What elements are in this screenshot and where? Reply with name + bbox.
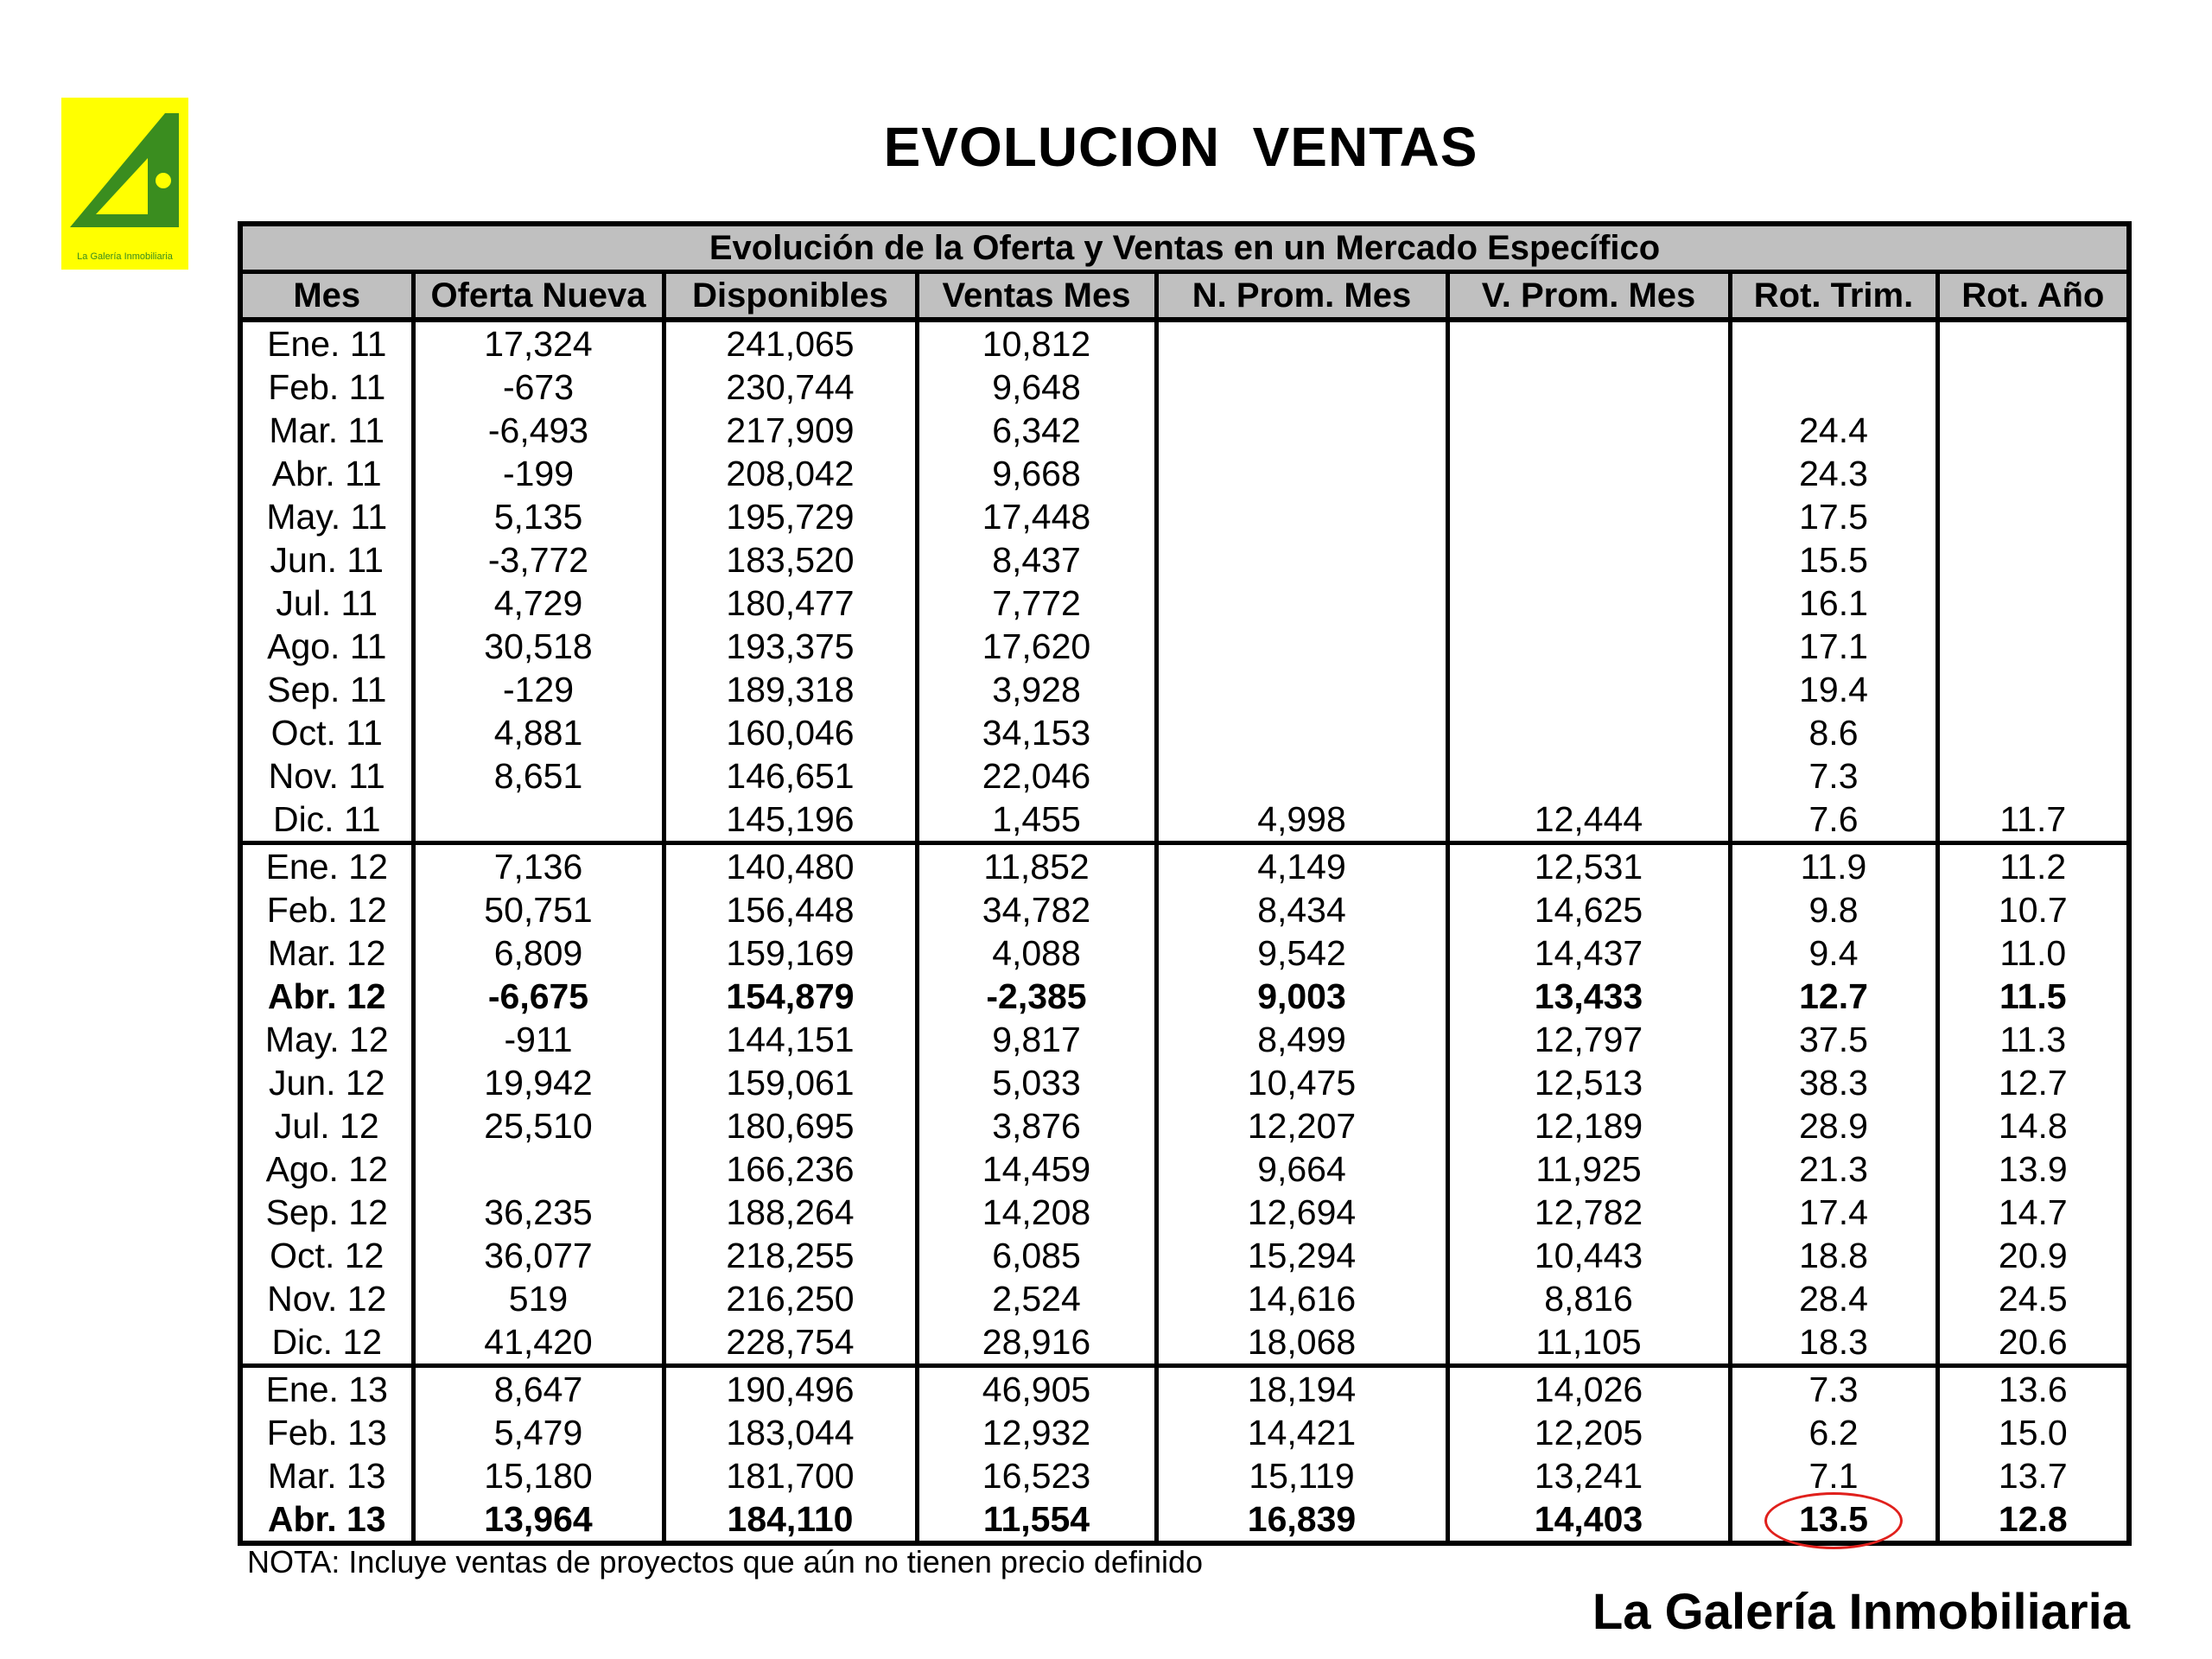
table-cell: 7.1 bbox=[1730, 1454, 1937, 1497]
table-cell: 5,135 bbox=[413, 495, 664, 538]
table-cell: 8.6 bbox=[1730, 711, 1937, 754]
table-cell bbox=[1156, 754, 1447, 798]
column-header: Rot. Trim. bbox=[1730, 272, 1937, 321]
month-cell: Abr. 11 bbox=[271, 454, 382, 493]
table-cell: 16,523 bbox=[917, 1454, 1156, 1497]
table-cell: 156,448 bbox=[664, 888, 917, 931]
table-cell: 180,477 bbox=[664, 582, 917, 625]
table-cell bbox=[1447, 495, 1730, 538]
table-row bbox=[240, 495, 2129, 538]
table-row bbox=[240, 1104, 2129, 1147]
table-cell: 24.4 bbox=[1730, 409, 1937, 452]
table-cell: 14,437 bbox=[1447, 931, 1730, 975]
table-cell bbox=[1447, 668, 1730, 711]
table-cell: 241,065 bbox=[664, 320, 917, 365]
table-cell: 183,044 bbox=[664, 1411, 917, 1454]
table-cell: 8,434 bbox=[1156, 888, 1447, 931]
footer-brand: La Galería Inmobiliaria bbox=[1592, 1584, 2130, 1640]
table-cell: 12.7 bbox=[1730, 975, 1937, 1018]
table-cell: 15.5 bbox=[1730, 538, 1937, 582]
table-cell: 11,925 bbox=[1447, 1147, 1730, 1191]
table-cell: 14.8 bbox=[1937, 1104, 2129, 1147]
table-cell bbox=[1156, 409, 1447, 452]
table-row bbox=[240, 754, 2129, 798]
table-row bbox=[240, 798, 2129, 843]
table-cell: 6,085 bbox=[917, 1234, 1156, 1277]
table-row bbox=[240, 1061, 2129, 1104]
year-group bbox=[240, 1366, 2129, 1544]
month-cell: Dic. 12 bbox=[271, 1322, 383, 1362]
table-cell: 4,149 bbox=[1156, 843, 1447, 889]
month-cell: Jun. 12 bbox=[269, 1063, 385, 1103]
table-cell: 195,729 bbox=[664, 495, 917, 538]
table-row bbox=[240, 409, 2129, 452]
table-cell: 10.7 bbox=[1937, 888, 2129, 931]
table-cell: 18,068 bbox=[1156, 1320, 1447, 1366]
table-cell: 189,318 bbox=[664, 668, 917, 711]
table-cell: 1,455 bbox=[917, 798, 1156, 843]
page-title: EVOLUCION VENTAS bbox=[883, 116, 1478, 178]
month-cell: Jul. 11 bbox=[276, 583, 378, 623]
column-header: V. Prom. Mes bbox=[1447, 272, 1730, 321]
table-cell bbox=[413, 798, 664, 843]
table-cell: 7,772 bbox=[917, 582, 1156, 625]
table-cell: 4,998 bbox=[1156, 798, 1447, 843]
footnote: NOTA: Incluye ventas de proyectos que aún no tienen precio definido bbox=[247, 1544, 1204, 1580]
table-cell: 34,153 bbox=[917, 711, 1156, 754]
table-cell: 188,264 bbox=[664, 1191, 917, 1234]
table-cell: 9,668 bbox=[917, 452, 1156, 495]
table-cell: 17,620 bbox=[917, 625, 1156, 668]
table-cell: 30,518 bbox=[413, 625, 664, 668]
table-row bbox=[240, 1147, 2129, 1191]
sales-table-container bbox=[238, 221, 2126, 1546]
table-cell: 183,520 bbox=[664, 538, 917, 582]
table-cell: 12,932 bbox=[917, 1411, 1156, 1454]
table-cell: 184,110 bbox=[664, 1497, 917, 1543]
table-row bbox=[240, 1366, 2129, 1412]
table-cell: 217,909 bbox=[664, 409, 917, 452]
table-cell bbox=[1447, 711, 1730, 754]
table-cell: 2,524 bbox=[917, 1277, 1156, 1320]
table-cell: 11.7 bbox=[1937, 798, 2129, 843]
table-cell: 16.1 bbox=[1730, 582, 1937, 625]
table-row bbox=[240, 320, 2129, 365]
table-cell: 166,236 bbox=[664, 1147, 917, 1191]
table-cell bbox=[1156, 365, 1447, 409]
table-cell: 9.4 bbox=[1730, 931, 1937, 975]
month-cell: Dic. 11 bbox=[272, 799, 381, 839]
table-cell bbox=[1156, 668, 1447, 711]
table-row bbox=[240, 1191, 2129, 1234]
month-cell: Ene. 13 bbox=[240, 1366, 413, 1412]
table-cell: 12,694 bbox=[1156, 1191, 1447, 1234]
table-cell: 36,077 bbox=[413, 1234, 664, 1277]
table-cell: 38.3 bbox=[1730, 1061, 1937, 1104]
table-cell: 7.3 bbox=[1730, 1366, 1937, 1412]
table-cell bbox=[1447, 538, 1730, 582]
table-cell: 6,809 bbox=[413, 931, 664, 975]
month-cell: Mar. 13 bbox=[267, 1456, 386, 1496]
table-cell: 14.7 bbox=[1937, 1191, 2129, 1234]
table-cell: 14,616 bbox=[1156, 1277, 1447, 1320]
table-cell: 24.5 bbox=[1937, 1277, 2129, 1320]
year-group bbox=[240, 320, 2129, 843]
table-cell: 13,241 bbox=[1447, 1454, 1730, 1497]
table-cell: 13.7 bbox=[1937, 1454, 2129, 1497]
table-cell: 37.5 bbox=[1730, 1018, 1937, 1061]
table-cell: -6,675 bbox=[413, 975, 664, 1018]
month-cell: Sep. 12 bbox=[265, 1192, 388, 1232]
table-cell bbox=[1447, 582, 1730, 625]
table-cell: 3,876 bbox=[917, 1104, 1156, 1147]
table-cell: 159,169 bbox=[664, 931, 917, 975]
highlighted-value: 13.5 bbox=[1799, 1499, 1868, 1539]
month-cell: Ene. 11 bbox=[267, 324, 387, 364]
table-cell: 146,651 bbox=[664, 754, 917, 798]
table-cell bbox=[1156, 495, 1447, 538]
table-cell: 28.9 bbox=[1730, 1104, 1937, 1147]
table-cell: 230,744 bbox=[664, 365, 917, 409]
table-cell: 8,647 bbox=[413, 1366, 664, 1412]
table-cell: -911 bbox=[413, 1018, 664, 1061]
table-cell: 190,496 bbox=[664, 1366, 917, 1412]
table-cell: 14,625 bbox=[1447, 888, 1730, 931]
table-cell: 140,480 bbox=[664, 843, 917, 889]
table-cell: 11,852 bbox=[917, 843, 1156, 889]
month-cell: Feb. 12 bbox=[266, 890, 387, 930]
table-cell: 12,207 bbox=[1156, 1104, 1447, 1147]
month-cell: Oct. 12 bbox=[270, 1236, 385, 1275]
table-cell: 216,250 bbox=[664, 1277, 917, 1320]
table-row bbox=[240, 1411, 2129, 1454]
table-cell: 15,180 bbox=[413, 1454, 664, 1497]
table-row bbox=[240, 538, 2129, 582]
column-header: Ventas Mes bbox=[917, 272, 1156, 321]
table-cell: 5,033 bbox=[917, 1061, 1156, 1104]
table-cell: 8,437 bbox=[917, 538, 1156, 582]
table-cell: 9,542 bbox=[1156, 931, 1447, 975]
table-cell: 144,151 bbox=[664, 1018, 917, 1061]
table-cell bbox=[1447, 365, 1730, 409]
table-row bbox=[240, 888, 2129, 931]
table-header-row bbox=[240, 272, 2129, 321]
column-header: N. Prom. Mes bbox=[1156, 272, 1447, 321]
table-cell bbox=[1937, 452, 2129, 495]
table-cell: 8,816 bbox=[1447, 1277, 1730, 1320]
table-row bbox=[240, 452, 2129, 495]
table-cell: 11.5 bbox=[1937, 975, 2129, 1018]
table-cell: 7,136 bbox=[413, 843, 664, 889]
table-cell: 34,782 bbox=[917, 888, 1156, 931]
table-cell: 28,916 bbox=[917, 1320, 1156, 1366]
month-cell: Mar. 11 bbox=[269, 410, 385, 450]
month-cell: Jul. 12 bbox=[274, 1106, 379, 1146]
table-cell: 15,119 bbox=[1156, 1454, 1447, 1497]
month-cell: Feb. 11 bbox=[268, 367, 386, 407]
table-row bbox=[240, 1234, 2129, 1277]
table-cell: -199 bbox=[413, 452, 664, 495]
table-cell: 19.4 bbox=[1730, 668, 1937, 711]
month-cell: Oct. 11 bbox=[270, 713, 383, 753]
table-cell: 11.0 bbox=[1937, 931, 2129, 975]
sales-table bbox=[238, 221, 2132, 1546]
table-cell: 3,928 bbox=[917, 668, 1156, 711]
table-cell: 160,046 bbox=[664, 711, 917, 754]
table-cell: 228,754 bbox=[664, 1320, 917, 1366]
table-cell: -129 bbox=[413, 668, 664, 711]
table-cell bbox=[1156, 320, 1447, 365]
table-cell: 8,499 bbox=[1156, 1018, 1447, 1061]
column-header: Rot. Año bbox=[1937, 272, 2129, 321]
table-cell: 17.4 bbox=[1730, 1191, 1937, 1234]
table-cell: 180,695 bbox=[664, 1104, 917, 1147]
month-cell: Ago. 11 bbox=[267, 626, 387, 666]
table-cell: 9,003 bbox=[1156, 975, 1447, 1018]
table-cell: 24.3 bbox=[1730, 452, 1937, 495]
month-cell: Feb. 13 bbox=[266, 1413, 387, 1452]
table-cell: 5,479 bbox=[413, 1411, 664, 1454]
table-cell bbox=[1447, 452, 1730, 495]
table-cell: 17,448 bbox=[917, 495, 1156, 538]
table-cell bbox=[1937, 538, 2129, 582]
table-cell: 4,729 bbox=[413, 582, 664, 625]
table-cell: 41,420 bbox=[413, 1320, 664, 1366]
table-cell: 4,881 bbox=[413, 711, 664, 754]
table-cell: 12,782 bbox=[1447, 1191, 1730, 1234]
table-cell: 17,324 bbox=[413, 320, 664, 365]
table-cell: 10,443 bbox=[1447, 1234, 1730, 1277]
table-cell: 218,255 bbox=[664, 1234, 917, 1277]
table-row bbox=[240, 1454, 2129, 1497]
table-cell: 193,375 bbox=[664, 625, 917, 668]
table-cell bbox=[1937, 495, 2129, 538]
table-cell: 14,459 bbox=[917, 1147, 1156, 1191]
table-cell: 13,433 bbox=[1447, 975, 1730, 1018]
table-row bbox=[240, 625, 2129, 668]
table-caption-row bbox=[240, 224, 2129, 272]
table-cell: 17.5 bbox=[1730, 495, 1937, 538]
table-cell: 14,208 bbox=[917, 1191, 1156, 1234]
column-header: Oferta Nueva bbox=[413, 272, 664, 321]
table-cell: 12.7 bbox=[1937, 1061, 2129, 1104]
table-row bbox=[240, 1018, 2129, 1061]
table-cell: 208,042 bbox=[664, 452, 917, 495]
month-cell: Jun. 11 bbox=[270, 540, 384, 580]
table-cell: 12,513 bbox=[1447, 1061, 1730, 1104]
table-cell: -673 bbox=[413, 365, 664, 409]
table-cell: 28.4 bbox=[1730, 1277, 1937, 1320]
table-cell: 12,189 bbox=[1447, 1104, 1730, 1147]
table-cell: -2,385 bbox=[917, 975, 1156, 1018]
month-cell: Ene. 12 bbox=[240, 843, 413, 889]
table-cell: 12,531 bbox=[1447, 843, 1730, 889]
table-cell bbox=[1447, 625, 1730, 668]
table-cell bbox=[1730, 320, 1937, 365]
table-cell: 15,294 bbox=[1156, 1234, 1447, 1277]
table-cell: 7.6 bbox=[1730, 798, 1937, 843]
table-cell: 14,421 bbox=[1156, 1411, 1447, 1454]
table-cell: 13.6 bbox=[1937, 1366, 2129, 1412]
table-cell: 11,105 bbox=[1447, 1320, 1730, 1366]
table-cell bbox=[1156, 711, 1447, 754]
month-cell: May. 12 bbox=[264, 1020, 389, 1059]
table-cell: 36,235 bbox=[413, 1191, 664, 1234]
table-cell: 18.8 bbox=[1730, 1234, 1937, 1277]
table-cell: 16,839 bbox=[1156, 1497, 1447, 1543]
table-row bbox=[240, 1320, 2129, 1366]
table-cell: 20.6 bbox=[1937, 1320, 2129, 1366]
table-cell: 21.3 bbox=[1730, 1147, 1937, 1191]
table-row bbox=[240, 975, 2129, 1018]
table-cell: 25,510 bbox=[413, 1104, 664, 1147]
year-group bbox=[240, 843, 2129, 1366]
table-cell: 9,648 bbox=[917, 365, 1156, 409]
table-cell: 519 bbox=[413, 1277, 664, 1320]
table-cell bbox=[1447, 409, 1730, 452]
table-cell: 17.1 bbox=[1730, 625, 1937, 668]
table-cell: 22,046 bbox=[917, 754, 1156, 798]
table-cell: 9,817 bbox=[917, 1018, 1156, 1061]
table-cell: 12,205 bbox=[1447, 1411, 1730, 1454]
table-cell bbox=[1937, 409, 2129, 452]
table-cell: 18,194 bbox=[1156, 1366, 1447, 1412]
month-cell: May. 11 bbox=[266, 497, 388, 537]
month-cell: Nov. 12 bbox=[267, 1279, 387, 1319]
table-row bbox=[240, 365, 2129, 409]
table-cell: 11.9 bbox=[1730, 843, 1937, 889]
table-row bbox=[240, 1497, 2129, 1543]
logo-caption: La Galería Inmobiliaria bbox=[77, 251, 173, 262]
table-cell: 46,905 bbox=[917, 1366, 1156, 1412]
table-cell bbox=[1937, 320, 2129, 365]
table-cell: 8,651 bbox=[413, 754, 664, 798]
table-cell: 20.9 bbox=[1937, 1234, 2129, 1277]
table-cell: 6.2 bbox=[1730, 1411, 1937, 1454]
table-cell bbox=[1937, 625, 2129, 668]
table-cell: 11.2 bbox=[1937, 843, 2129, 889]
table-cell bbox=[1937, 365, 2129, 409]
table-caption: Evolución de la Oferta y Ventas en un Mercado Específico bbox=[240, 224, 2129, 272]
table-cell: 9,664 bbox=[1156, 1147, 1447, 1191]
table-cell: 4,088 bbox=[917, 931, 1156, 975]
table-cell: 10,475 bbox=[1156, 1061, 1447, 1104]
table-cell: 181,700 bbox=[664, 1454, 917, 1497]
table-cell: 19,942 bbox=[413, 1061, 664, 1104]
table-cell: 10,812 bbox=[917, 320, 1156, 365]
table-cell bbox=[1730, 365, 1937, 409]
column-header: Disponibles bbox=[664, 272, 917, 321]
table-cell: 18.3 bbox=[1730, 1320, 1937, 1366]
month-cell: Sep. 11 bbox=[267, 670, 387, 709]
table-cell bbox=[1937, 668, 2129, 711]
table-cell bbox=[1730, 1497, 1937, 1543]
table-cell: -3,772 bbox=[413, 538, 664, 582]
table-cell bbox=[1447, 320, 1730, 365]
table-cell bbox=[1447, 754, 1730, 798]
table-cell bbox=[1156, 625, 1447, 668]
table-cell: 15.0 bbox=[1937, 1411, 2129, 1454]
table-cell bbox=[1156, 452, 1447, 495]
month-cell: Nov. 11 bbox=[268, 756, 385, 796]
column-header: Mes bbox=[240, 272, 413, 321]
table-cell: -6,493 bbox=[413, 409, 664, 452]
table-cell bbox=[413, 1147, 664, 1191]
month-cell: Ago. 12 bbox=[265, 1149, 388, 1189]
table-row bbox=[240, 931, 2129, 975]
table-cell: 11,554 bbox=[917, 1497, 1156, 1543]
table-cell bbox=[1156, 538, 1447, 582]
table-cell: 12.8 bbox=[1937, 1497, 2129, 1543]
month-cell: Abr. 13 bbox=[267, 1499, 386, 1539]
table-cell bbox=[1937, 711, 2129, 754]
table-cell: 12,444 bbox=[1447, 798, 1730, 843]
table-cell bbox=[1937, 582, 2129, 625]
table-cell: 11.3 bbox=[1937, 1018, 2129, 1061]
table-cell: 159,061 bbox=[664, 1061, 917, 1104]
table-cell: 7.3 bbox=[1730, 754, 1937, 798]
table-cell: 154,879 bbox=[664, 975, 917, 1018]
table-cell: 14,403 bbox=[1447, 1497, 1730, 1543]
table-row bbox=[240, 668, 2129, 711]
table-row bbox=[240, 582, 2129, 625]
table-row bbox=[240, 711, 2129, 754]
table-cell: 13.9 bbox=[1937, 1147, 2129, 1191]
table-row bbox=[240, 843, 2129, 889]
table-cell: 50,751 bbox=[413, 888, 664, 931]
table-cell: 9.8 bbox=[1730, 888, 1937, 931]
table-cell: 145,196 bbox=[664, 798, 917, 843]
table-cell: 6,342 bbox=[917, 409, 1156, 452]
table-cell bbox=[1937, 754, 2129, 798]
table-cell bbox=[1156, 582, 1447, 625]
month-cell: Mar. 12 bbox=[267, 933, 386, 973]
table-row bbox=[240, 1277, 2129, 1320]
table-cell: 12,797 bbox=[1447, 1018, 1730, 1061]
table-cell: 13,964 bbox=[413, 1497, 664, 1543]
month-cell: Abr. 12 bbox=[267, 976, 386, 1016]
table-cell: 14,026 bbox=[1447, 1366, 1730, 1412]
